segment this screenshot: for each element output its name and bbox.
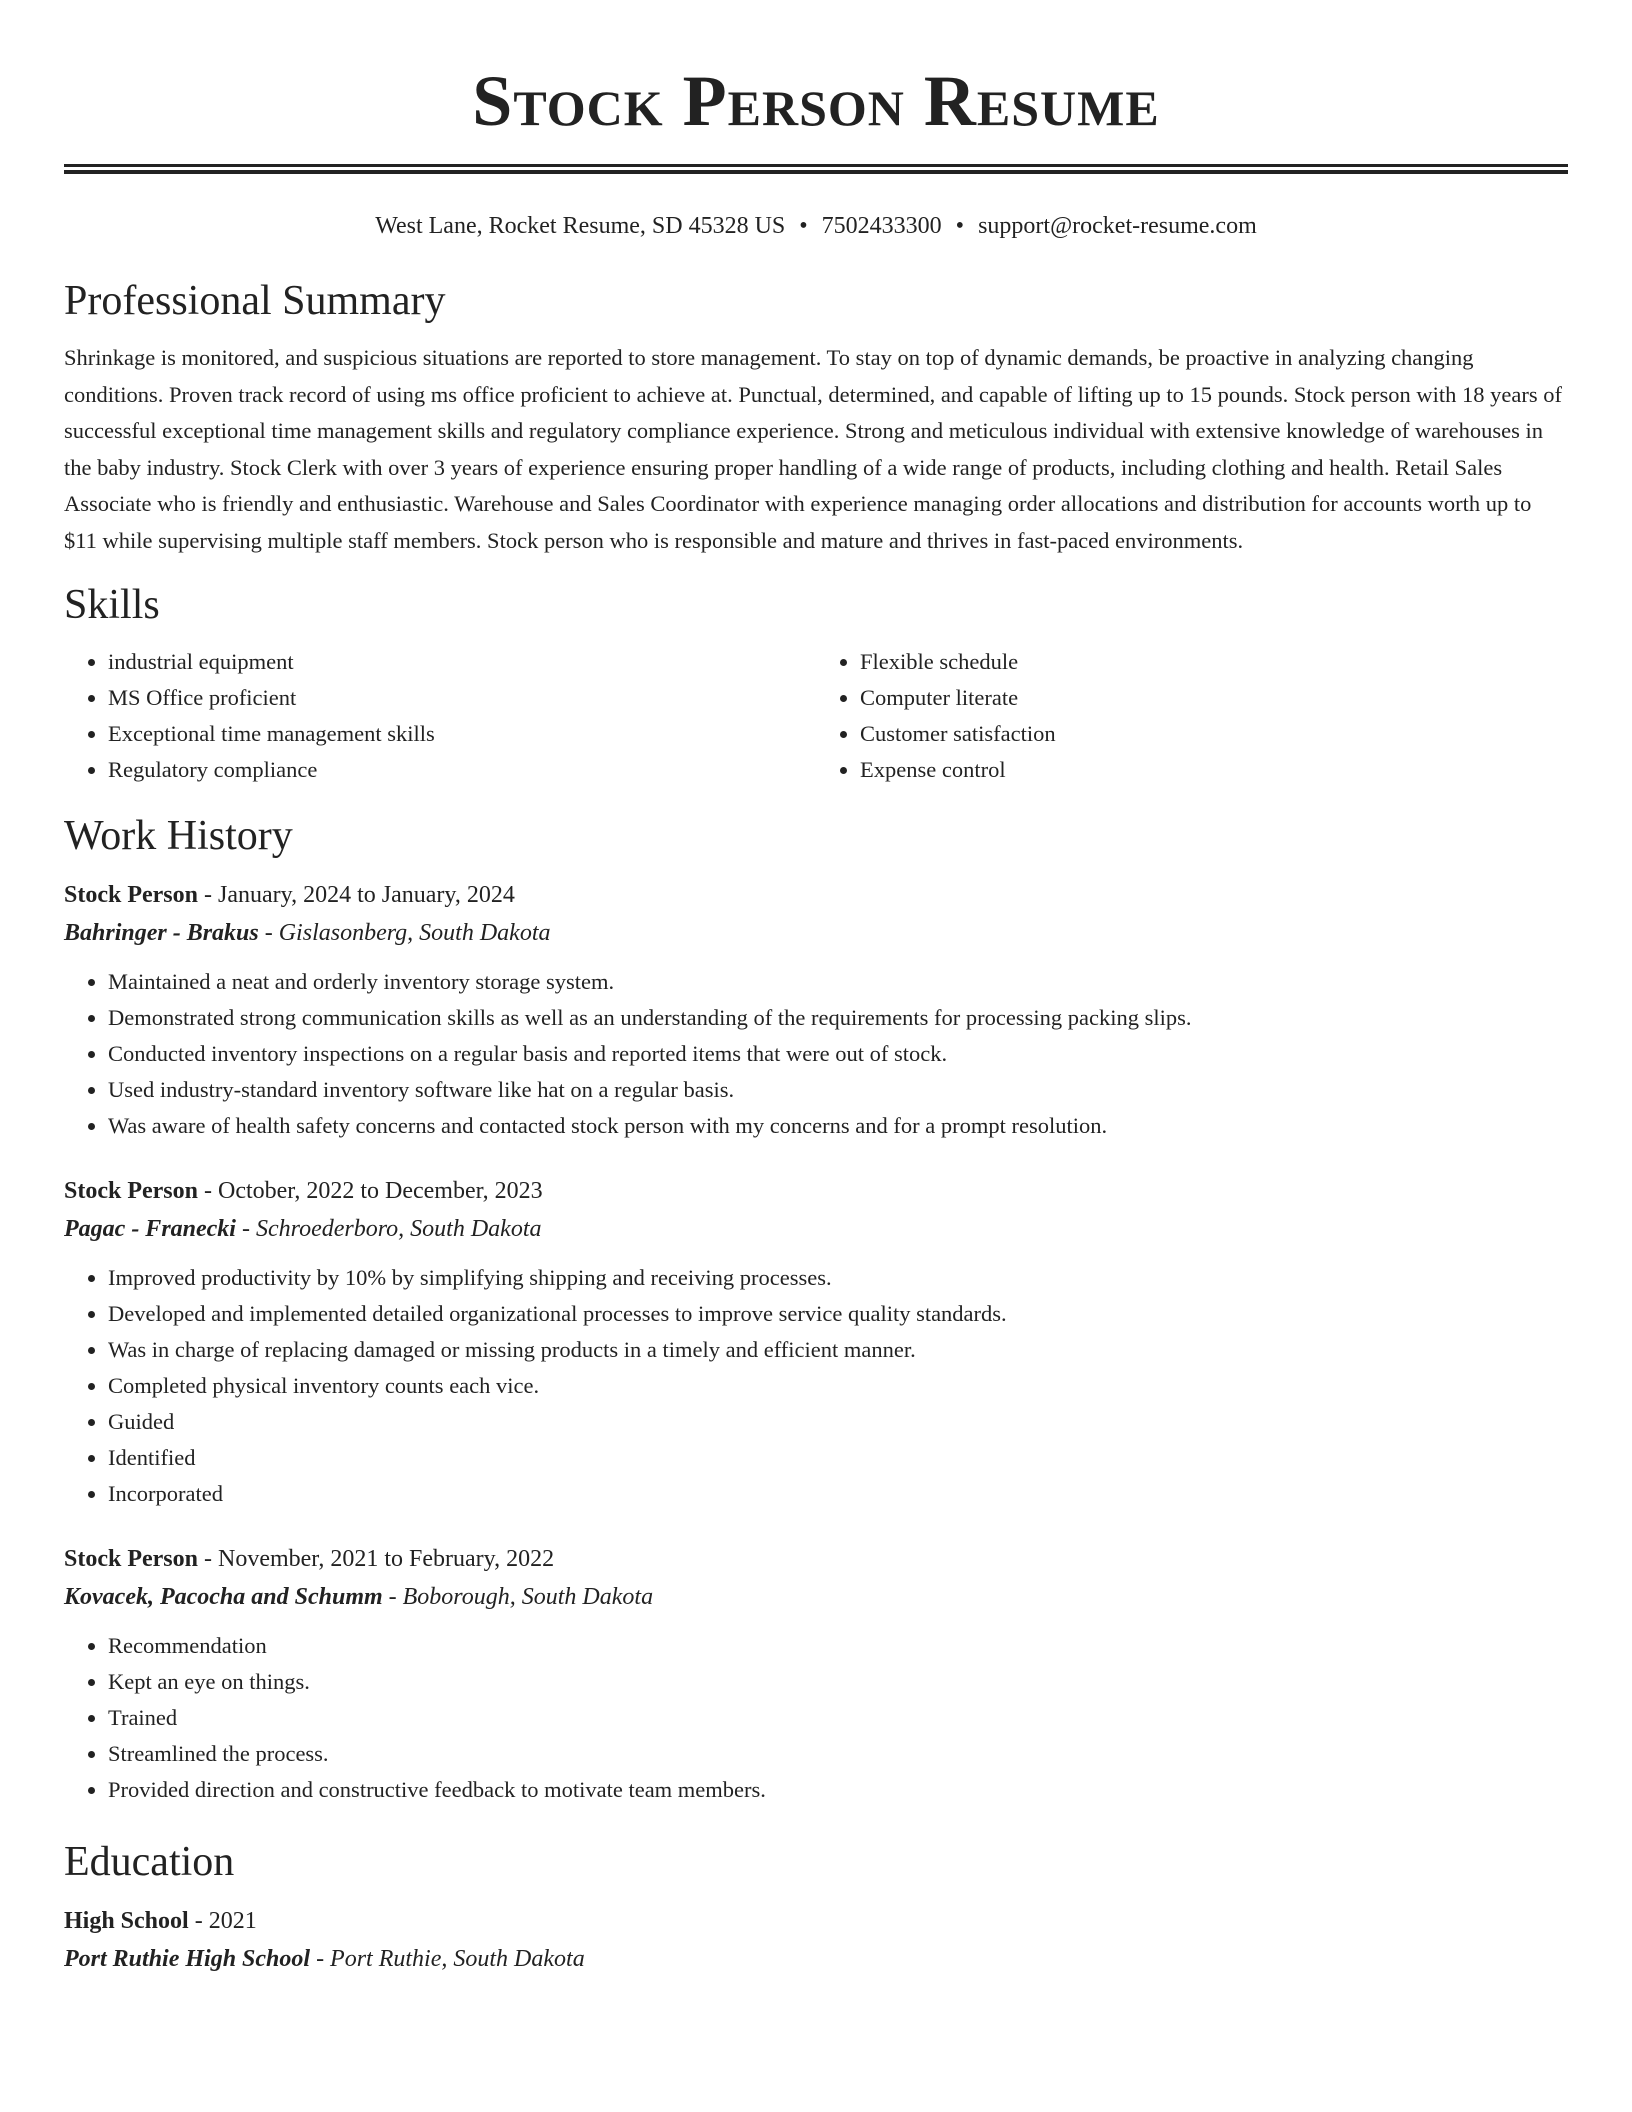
job-bullets — [64, 964, 1568, 1144]
contact-separator: • — [799, 213, 808, 239]
skill-item: • Customer satisfaction — [860, 716, 1568, 752]
title-divider — [64, 164, 1568, 174]
education-location: - Port Ruthie, South Dakota — [310, 1945, 585, 1972]
job-bullet: • Provided direction and constructive feedback to motivate team members. — [108, 1772, 1568, 1808]
contact-email: support@rocket-resume.com — [978, 213, 1257, 239]
job-bullet: • Was aware of health safety concerns and contacted stock person with my concerns and for a prompt resolution. — [108, 1108, 1568, 1144]
job-bullet: • Incorporated — [108, 1476, 1568, 1512]
job-title: Stock Person — [64, 881, 198, 908]
summary-text: Shrinkage is monitored, and suspicious situations are reported to store management. To stay on top of dynamic demands, be proactive in analyzing changing conditions. Proven track record of using ms office proficient to achieve at. Punctual, determined, and capable of lifting up to 15 pounds. Stock person with 18 years of successful exceptional time management skills and regulatory compliance experience. Strong and meticulous individual with extensive knowledge of warehouses in the baby industry. Stock Clerk with over 3 years of experience ensuring proper handling of a wide range of products, including clothing and health. Retail Sales Associate who is friendly and enthusiastic. Warehouse and Sales Coordinator with experience managing order allocations and distribution for accounts worth up to $11 while supervising multiple staff members. Stock person who is responsible and mature and thrives in fast-paced environments. — [64, 345, 1562, 553]
job-company: Pagac - Franecki — [64, 1215, 236, 1242]
job-location: - Schroederboro, South Dakota — [235, 1215, 542, 1242]
skill-item: • Computer literate — [860, 680, 1568, 716]
education-degree-line — [64, 1902, 1568, 1940]
job-dates: - October, 2022 to December, 2023 — [198, 1177, 543, 1204]
education-degree: High School — [64, 1907, 189, 1934]
job-bullet: • Improved productivity by 10% by simplifying shipping and receiving processes. — [108, 1260, 1568, 1296]
section-heading-education: Education — [64, 1838, 235, 1885]
section-heading-summary: Professional Summary — [64, 278, 446, 324]
job-bullet: • Completed physical inventory counts each vice. — [108, 1368, 1568, 1404]
job-bullet: • Streamlined the process. — [108, 1736, 1568, 1772]
job-title: Stock Person — [64, 1545, 198, 1572]
contact-line — [64, 211, 1568, 241]
skill-item: • Flexible schedule — [860, 644, 1568, 680]
resume-title: Stock Person Resume — [472, 61, 1160, 141]
job-bullet: • Developed and implemented detailed organizational processes to improve service quality standards. — [108, 1296, 1568, 1332]
skills-list — [64, 644, 1568, 788]
skills-column-right — [816, 644, 1568, 788]
skill-item: • Expense control — [860, 752, 1568, 788]
section-heading-skills: Skills — [64, 581, 160, 628]
job-title-line — [64, 1540, 1568, 1578]
job-bullet: • Trained — [108, 1700, 1568, 1736]
job-company-line — [64, 914, 1568, 952]
job-bullet: • Was in charge of replacing damaged or missing products in a timely and efficient manner. — [108, 1332, 1568, 1368]
skill-item: • Exceptional time management skills — [108, 716, 816, 752]
job-bullet: • Used industry-standard inventory software like hat on a regular basis. — [108, 1072, 1568, 1108]
job-company: Kovacek, Pacocha and Schumm — [64, 1583, 383, 1610]
job-bullet: • Kept an eye on things. — [108, 1664, 1568, 1700]
job-bullet: • Conducted inventory inspections on a regular basis and reported items that were out of stock. — [108, 1036, 1568, 1072]
job-bullet: • Guided — [108, 1404, 1568, 1440]
job-title: Stock Person — [64, 1177, 198, 1204]
job-bullets — [64, 1628, 1568, 1808]
job-dates: - January, 2024 to January, 2024 — [198, 881, 515, 908]
skill-item: • industrial equipment — [108, 644, 816, 680]
skills-column-left — [64, 644, 816, 788]
job-entry — [64, 876, 1568, 1144]
education-school-line — [64, 1940, 1568, 1978]
education-school: Port Ruthie High School — [64, 1945, 311, 1972]
job-company: Bahringer - Brakus — [64, 919, 259, 946]
contact-separator: • — [955, 213, 965, 239]
job-title-line — [64, 876, 1568, 914]
job-bullet: • Maintained a neat and orderly inventory storage system. — [108, 964, 1568, 1000]
section-heading-work-history: Work History — [64, 812, 293, 859]
contact-phone: 7502433300 — [821, 213, 942, 239]
job-company-line — [64, 1210, 1568, 1248]
job-bullet: • Demonstrated strong communication skills as well as an understanding of the requirements for processing packing slips. — [108, 1000, 1568, 1036]
job-entry — [64, 1540, 1568, 1808]
education-year: - 2021 — [188, 1907, 257, 1934]
skill-item: • Regulatory compliance — [108, 752, 816, 788]
job-entry — [64, 1172, 1568, 1512]
job-bullet: • Recommendation — [108, 1628, 1568, 1664]
skill-item: • MS Office proficient — [108, 680, 816, 716]
job-location: - Gislasonberg, South Dakota — [258, 919, 551, 946]
job-location: - Boborough, South Dakota — [382, 1583, 654, 1610]
job-title-line — [64, 1172, 1568, 1210]
contact-address: West Lane, Rocket Resume, SD 45328 US — [375, 213, 786, 239]
job-bullets — [64, 1260, 1568, 1512]
job-bullet: • Identified — [108, 1440, 1568, 1476]
job-dates: - November, 2021 to February, 2022 — [198, 1545, 555, 1572]
job-company-line — [64, 1578, 1568, 1616]
